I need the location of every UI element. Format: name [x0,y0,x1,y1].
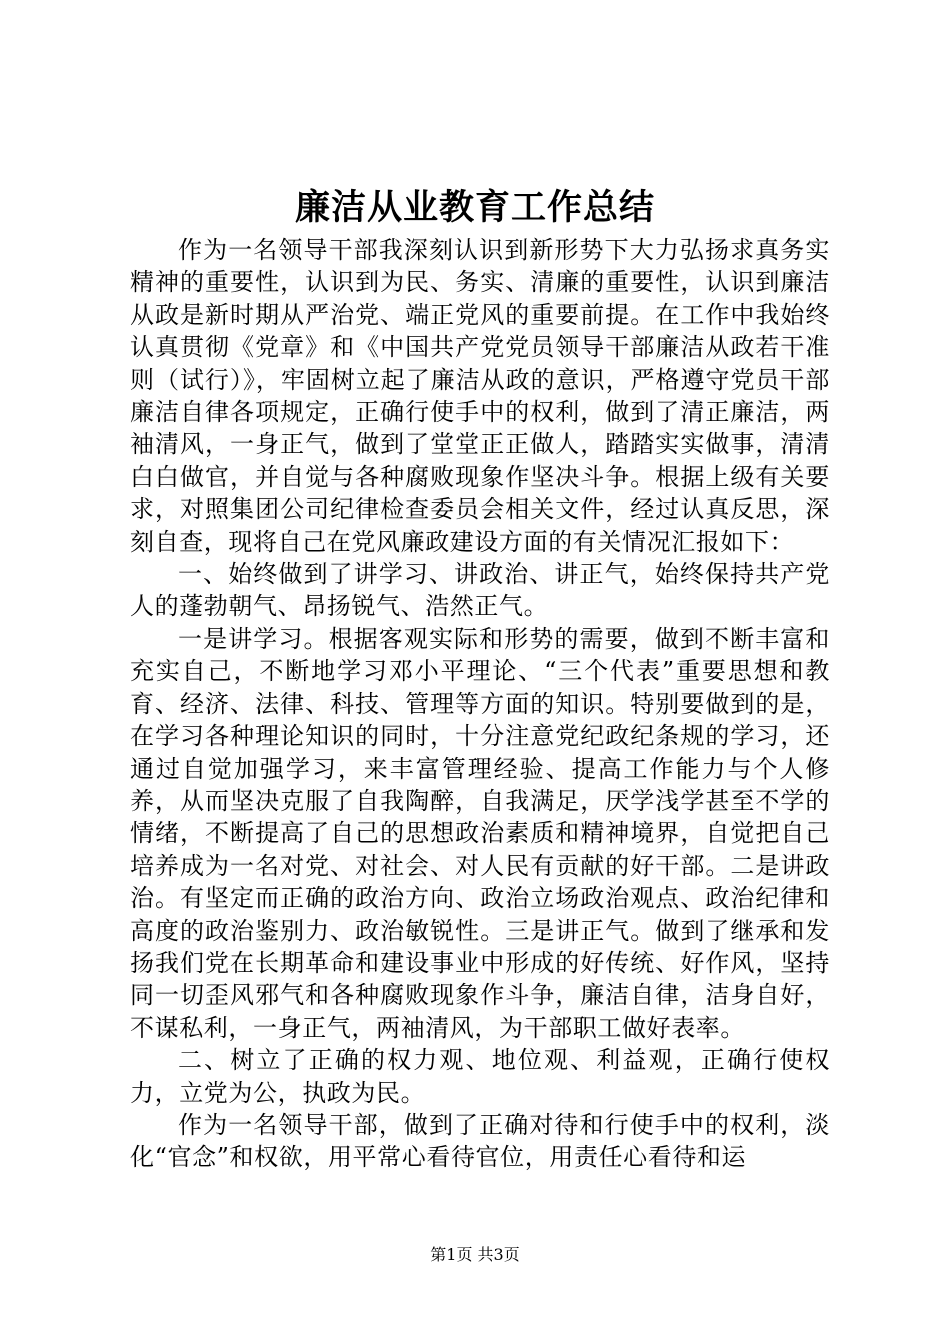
paragraph-section-2-heading: 二、树立了正确的权力观、地位观、利益观，正确行使权力，立党为公，执政为民。 [130,1046,830,1107]
paragraph-intro: 作为一名领导干部我深刻认识到新形势下大力弘扬求真务实精神的重要性，认识到为民、务实、清廉的重要性，认识到廉洁从政是新时期从严治党、端正党风的重要前提。在工作中我始终认真贯彻《党章》和《中国共产党党员领导干部廉洁从政若干准则（试行）》，牢固树立起了廉洁从政的意识，严格遵守党员干部廉洁自律各项规定，正确行使手中的权利，做到了清正廉洁，两袖清风，一身正气，做到了堂堂正正做人，踏踏实实做事，清清白白做官，并自觉与各种腐败现象作坚决斗争。根据上级有关要求，对照集团公司纪律检查委员会相关文件，经过认真反思，深刻自查，现将自己在党风廉政建设方面的有关情况汇报如下： [130,236,830,556]
document-body [130,234,830,1174]
paragraph-section-2-body: 作为一名领导干部，做到了正确对待和行使手中的权利，淡化“官念”和权欲，用平常心看待官位，用责任心看待和运 [130,1110,830,1172]
page-footer: 第1页 共3页 [430,1245,520,1264]
document-title: 廉洁从业教育工作总结 [294,187,655,228]
paragraph-section-1-heading: 一、始终做到了讲学习、讲政治、讲正气，始终保持共产党人的蓬勃朝气、昂扬锐气、浩然正气。 [130,560,830,621]
paragraph-section-1-body: 一是讲学习。根据客观实际和形势的需要，做到不断丰富和充实自己，不断地学习邓小平理论、“三个代表”重要思想和教育、经济、法律、科技、管理等方面的知识。特别要做到的是，在学习各种理论知识的同时，十分注意党纪政纪条规的学习，还通过自觉加强学习，来丰富管理经验、提高工作能力与个人修养，从而坚决克服了自我陶醉，自我满足，厌学浅学甚至不学的情绪，不断提高了自己的思想政治素质和精神境界，自觉把自己培养成为一名对党、对社会、对人民有贡献的好干部。二是讲政治。有坚定而正确的政治方向、政治立场政治观点、政治纪律和高度的政治鉴别力、政治敏锐性。三是讲正气。做到了继承和发扬我们党在长期革命和建设事业中形成的好传统、好作风，坚持同一切歪风邪气和各种腐败现象作斗争，廉洁自律，洁身自好，不谋私利，一身正气，两袖清风，为干部职工做好表率。 [130,624,830,1042]
